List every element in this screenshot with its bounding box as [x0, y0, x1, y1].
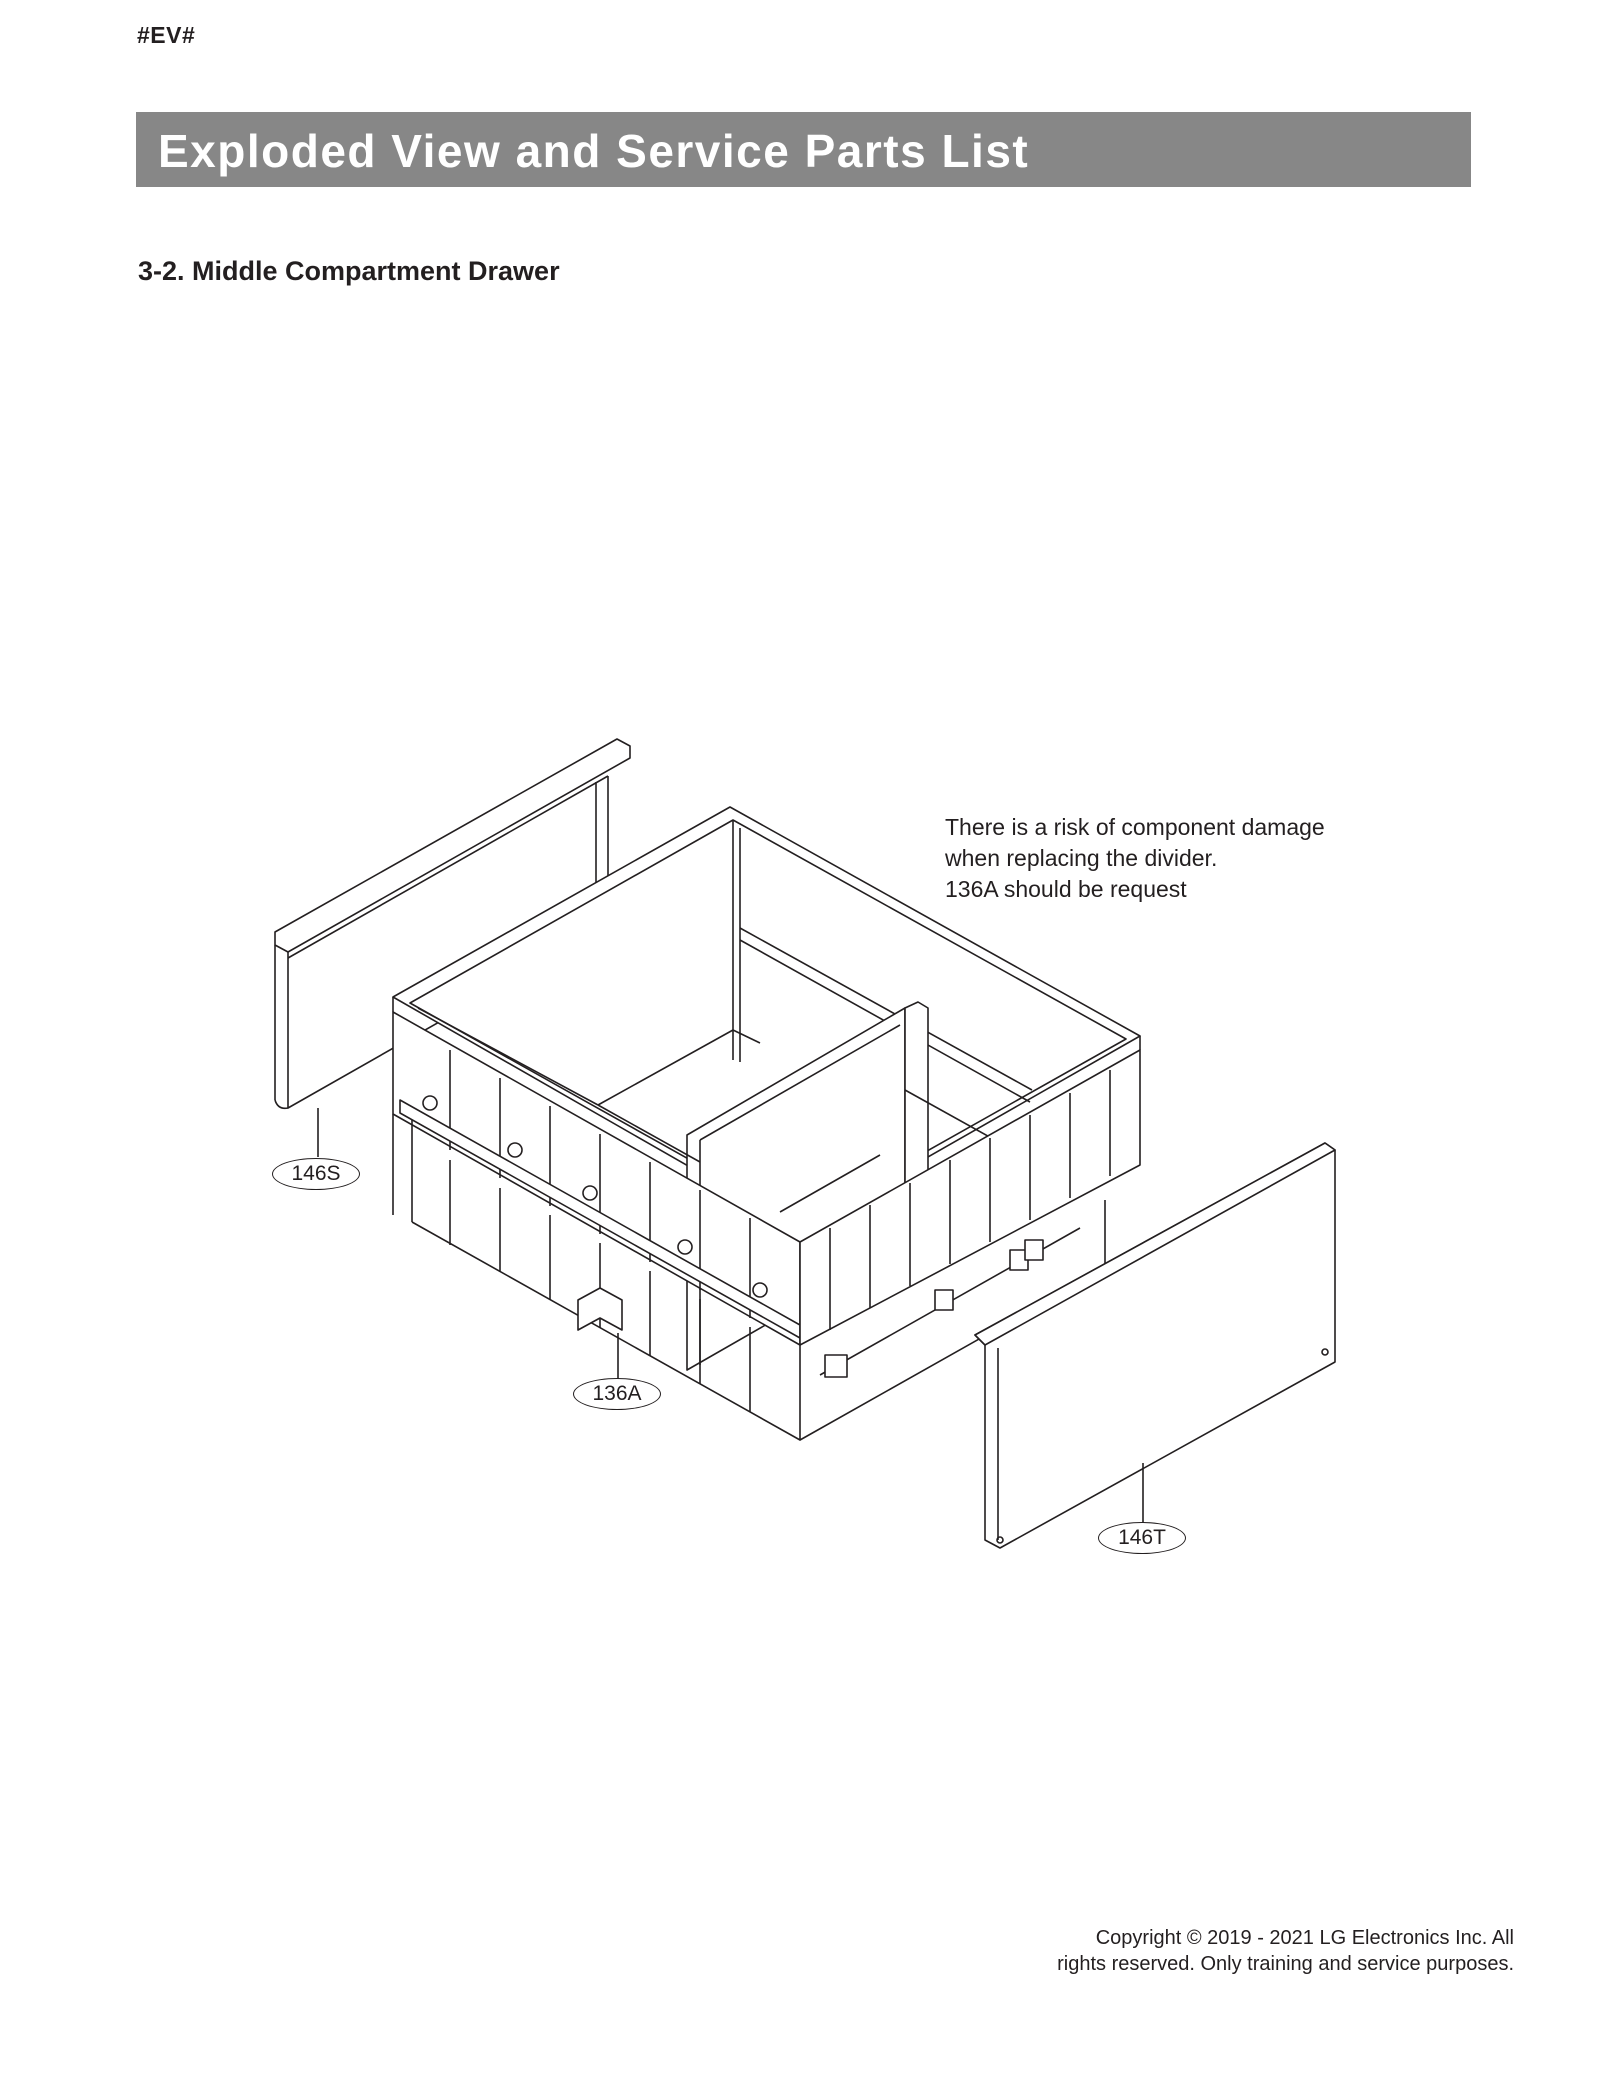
section-title: 3-2. Middle Compartment Drawer	[138, 256, 560, 286]
callout-136a: 136A	[573, 1378, 661, 1410]
copyright-line-1: Copyright © 2019 - 2021 LG Electronics Inc. All	[1095, 1927, 1514, 1949]
page-mark: #EV#	[137, 22, 196, 48]
callout-146s: 146S	[272, 1158, 360, 1190]
page-title: Exploded View and Service Parts List	[158, 125, 1030, 177]
copyright-footer	[1057, 1925, 1514, 1977]
divider-warning-note	[945, 812, 1325, 905]
callout-146t: 146T	[1098, 1522, 1186, 1554]
note-line-1: There is a risk of component damage	[945, 814, 1325, 840]
copyright-line-2: rights reserved. Only training and service purposes.	[1057, 1953, 1514, 1975]
note-line-3: 136A should be request	[945, 876, 1187, 902]
note-line-2: when replacing the divider.	[945, 845, 1218, 871]
